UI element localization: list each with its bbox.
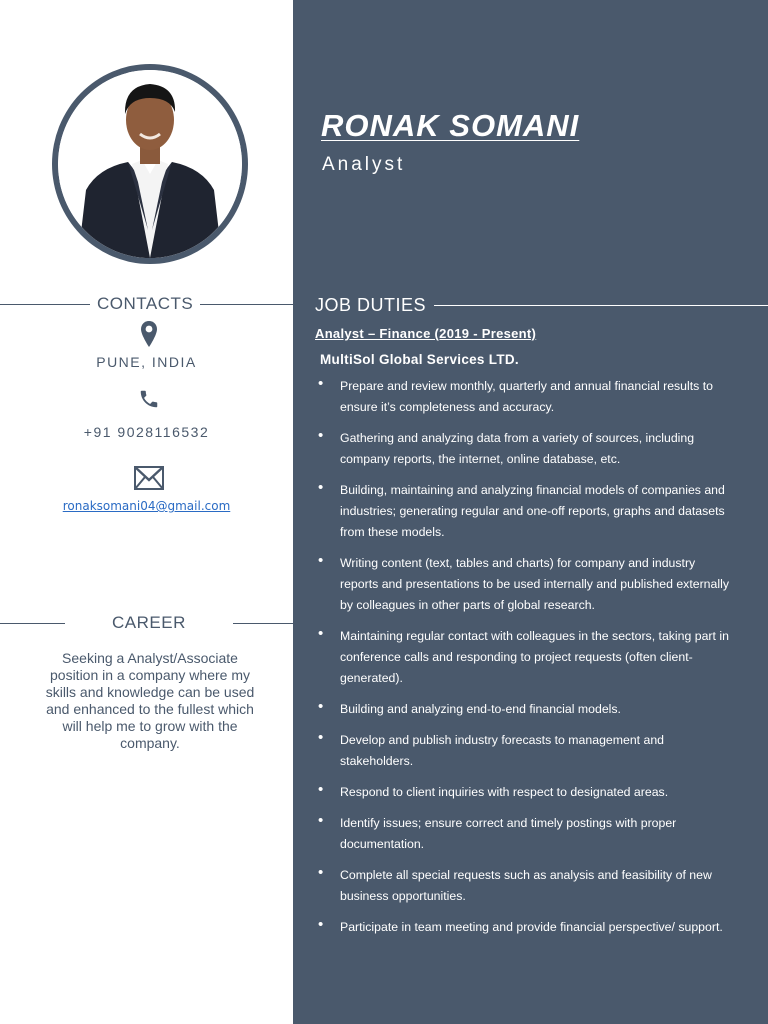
duty-item: • Maintaining regular contact with colleagues in the sectors, taking part in conference calls and responding to project requests (often client-generated). [315, 626, 735, 689]
job-position: Analyst – Finance (2019 - Present) [315, 326, 537, 341]
duties-list [315, 376, 735, 948]
duty-item: • Participate in team meeting and provide financial perspective/ support. [315, 917, 735, 938]
left-column [0, 0, 293, 1024]
duty-item: • Building and analyzing end-to-end financial models. [315, 699, 735, 720]
phone-icon [137, 388, 161, 410]
phone-text: +91 9028116532 [83, 424, 210, 440]
candidate-name: RONAK SOMANI [321, 108, 580, 143]
contacts-heading: CONTACTS [97, 294, 194, 313]
envelope-icon [134, 466, 164, 490]
email-link[interactable]: ronaksomani04@gmail.com [62, 499, 231, 513]
candidate-title: Analyst [322, 154, 406, 175]
right-column [293, 0, 768, 1024]
career-section-header [0, 613, 293, 633]
avatar-illustration [58, 70, 242, 258]
duty-item: • Prepare and review monthly, quarterly and annual financial results to ensure it’s completeness and accuracy. [315, 376, 735, 418]
duty-item: • Gathering and analyzing data from a variety of sources, including company reports, the internet, online database, etc. [315, 428, 735, 470]
career-rule-left [0, 623, 65, 624]
contacts-rule-left [0, 304, 90, 305]
career-heading: CAREER [112, 613, 186, 632]
duty-item: • Identify issues; ensure correct and timely postings with proper documentation. [315, 813, 735, 855]
duty-item: • Writing content (text, tables and charts) for company and industry reports and presentations to be used internally and published externally by colleagues in other parts of global research. [315, 553, 735, 616]
duty-item: • Respond to client inquiries with respect to designated areas. [315, 782, 735, 803]
location-text: PUNE, INDIA [96, 354, 197, 370]
duty-item: • Building, maintaining and analyzing financial models of companies and industries; generating regular and one-off reports, graphs and datasets from these models. [315, 480, 735, 543]
job-duties-rule [434, 305, 768, 306]
career-rule-right [233, 623, 293, 624]
company-name: MultiSol Global Services LTD. [320, 352, 519, 367]
duty-item: • Complete all special requests such as analysis and feasibility of new business opportunities. [315, 865, 735, 907]
duty-item: • Develop and publish industry forecasts to management and stakeholders. [315, 730, 735, 772]
contacts-section-header [0, 294, 293, 314]
profile-photo [52, 64, 248, 264]
contacts-rule-right [200, 304, 293, 305]
job-duties-section-header [315, 295, 768, 316]
job-duties-heading: JOB DUTIES [315, 295, 427, 315]
map-pin-icon [136, 320, 162, 348]
career-summary: Seeking a Analyst/Associate position in a company where my skills and knowledge can be used and enhanced to the fullest which will help me to grow with the company. [45, 650, 255, 751]
